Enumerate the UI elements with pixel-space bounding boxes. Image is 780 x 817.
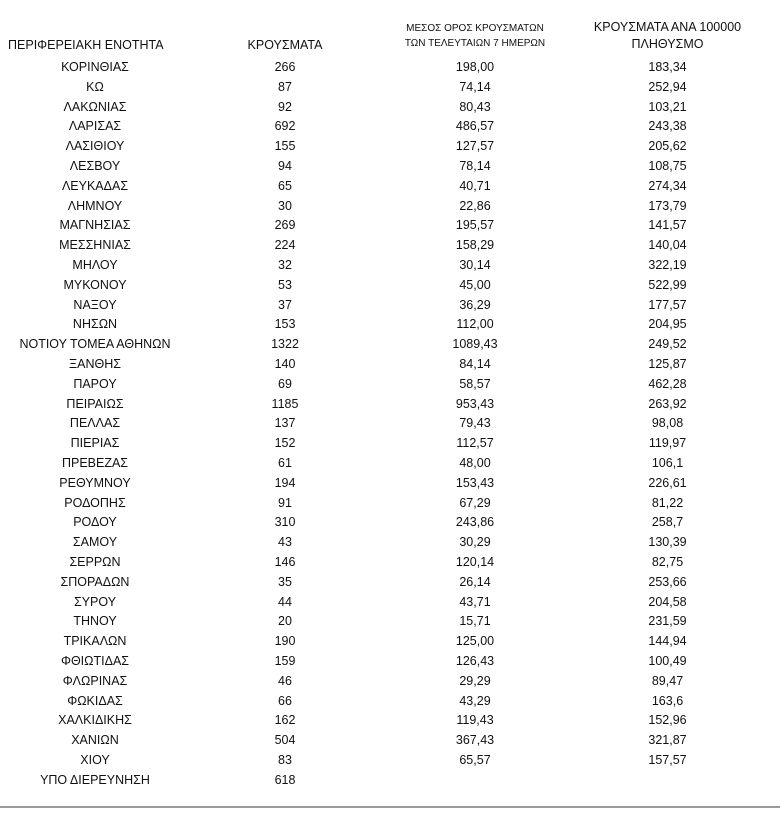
header-per100k-line2: ΠΛΗΘΥΣΜΟ	[631, 37, 704, 51]
cell-avg7: 40,71	[459, 178, 491, 193]
cell-avg7: 119,43	[456, 713, 494, 728]
cell-region: ΡΟΔΟΠΗΣ	[64, 495, 126, 510]
cell-per100k: 204,58	[648, 594, 687, 609]
cell-avg7: 30,14	[459, 257, 491, 272]
cell-cases: 20	[278, 614, 292, 629]
table-row	[0, 177, 780, 197]
cell-region: ΣΠΟΡΑΔΩΝ	[60, 574, 130, 589]
cell-avg7: 45,00	[459, 277, 491, 292]
cell-cases: 65	[278, 178, 292, 193]
cell-region: ΛΕΣΒΟΥ	[69, 158, 121, 173]
cell-avg7: 486,57	[455, 119, 495, 134]
cell-per100k: 89,47	[651, 673, 684, 688]
cell-per100k: 82,75	[651, 554, 684, 569]
cell-avg7: 1089,43	[452, 337, 498, 352]
table-row	[0, 612, 780, 632]
table-header	[0, 0, 780, 58]
cell-avg7: 74,14	[459, 79, 491, 94]
cell-region: ΛΗΜΝΟΥ	[67, 198, 123, 213]
cell-avg7: 29,29	[459, 673, 491, 688]
table-row	[0, 256, 780, 276]
cell-region: ΛΑΡΙΣΑΣ	[68, 119, 122, 134]
cell-avg7: 125,00	[455, 634, 495, 649]
cell-avg7: 15,71	[459, 614, 491, 629]
cell-per100k: 274,34	[648, 178, 687, 193]
cell-cases: 152	[274, 436, 296, 451]
cell-region: ΜΗΛΟΥ	[72, 257, 118, 272]
cell-avg7: 112,00	[456, 317, 494, 332]
cell-avg7: 120,14	[455, 554, 495, 569]
table-row	[0, 78, 780, 98]
table-row	[0, 375, 780, 395]
cell-per100k: 226,61	[648, 475, 687, 490]
cell-per100k: 252,94	[648, 79, 687, 94]
cell-per100k: 253,66	[648, 574, 687, 589]
cell-region: ΦΩΚΙΔΑΣ	[67, 693, 123, 708]
cell-cases: 83	[278, 752, 292, 767]
table-row	[0, 98, 780, 118]
cell-per100k: 258,7	[651, 515, 684, 530]
header-region: ΠΕΡΙΦΕΡΕΙΑΚΗ ΕΝΟΤΗΤΑ	[8, 38, 164, 52]
table-row	[0, 672, 780, 692]
cell-region: ΛΑΣΙΘΙΟΥ	[65, 139, 125, 154]
table-row	[0, 751, 780, 771]
cell-avg7: 78,14	[459, 158, 491, 173]
cell-cases: 87	[278, 79, 292, 94]
header-per100k	[565, 19, 770, 53]
cell-region: ΞΑΝΘΗΣ	[69, 356, 121, 371]
cell-per100k: 140,04	[648, 238, 687, 253]
cell-per100k: 98,08	[651, 416, 684, 431]
cell-avg7: 26,14	[459, 574, 491, 589]
cell-avg7: 198,00	[455, 60, 495, 74]
header-cases: ΚΡΟΥΣΜΑΤΑ	[247, 38, 323, 52]
table-row	[0, 474, 780, 494]
table-row	[0, 315, 780, 335]
table-row	[0, 395, 780, 415]
table-row	[0, 494, 780, 514]
table-row	[0, 276, 780, 296]
cell-cases: 692	[274, 119, 296, 134]
header-avg7-line2: ΤΩΝ ΤΕΛΕΥΤΑΙΩΝ 7 ΗΜΕΡΩΝ	[404, 38, 546, 49]
cell-cases: 194	[274, 475, 296, 490]
cell-avg7: 158,29	[455, 238, 495, 253]
table-row	[0, 692, 780, 712]
cell-per100k: 243,38	[648, 119, 687, 134]
cell-cases: 269	[274, 218, 296, 233]
cell-per100k: 157,57	[648, 752, 687, 767]
cell-region: ΦΘΙΩΤΙΔΑΣ	[60, 653, 130, 668]
cell-region: ΛΕΥΚΑΔΑΣ	[61, 178, 129, 193]
cell-per100k: 81,22	[651, 495, 684, 510]
cell-region: ΣΥΡΟΥ	[73, 594, 117, 609]
cell-avg7: 43,29	[459, 693, 491, 708]
cell-per100k: 163,6	[651, 693, 684, 708]
table-row	[0, 711, 780, 731]
cell-region: ΧΑΝΙΩΝ	[71, 733, 119, 748]
cell-cases: 32	[278, 257, 292, 272]
cell-cases: 162	[274, 713, 296, 728]
cell-avg7: 243,86	[455, 515, 495, 530]
cell-region: ΜΑΓΝΗΣΙΑΣ	[59, 218, 131, 233]
cell-region: ΠΕΙΡΑΙΩΣ	[66, 396, 124, 411]
cell-region: ΠΡΕΒΕΖΑΣ	[61, 455, 129, 470]
cell-cases: 53	[278, 277, 292, 292]
cell-per100k: 204,95	[648, 317, 687, 332]
cell-region: ΚΟΡΙΝΘΙΑΣ	[61, 60, 129, 74]
cell-cases: 44	[278, 594, 292, 609]
cell-avg7: 36,29	[459, 297, 491, 312]
cell-cases: 35	[278, 574, 292, 589]
cell-cases: 224	[274, 238, 296, 253]
cell-per100k: 144,94	[648, 634, 687, 649]
table-row	[0, 216, 780, 236]
cell-per100k: 205,62	[648, 139, 687, 154]
cell-cases: 266	[274, 60, 296, 74]
cell-avg7: 367,43	[455, 733, 495, 748]
cell-region: ΧΑΛΚΙΔΙΚΗΣ	[58, 713, 132, 728]
cell-region: ΦΛΩΡΙΝΑΣ	[62, 673, 128, 688]
cell-region: ΜΥΚΟΝΟΥ	[63, 277, 127, 292]
table-row	[0, 58, 780, 78]
table-row	[0, 335, 780, 355]
cell-per100k: 173,79	[648, 198, 687, 213]
cell-avg7: 48,00	[459, 455, 491, 470]
cell-avg7: 80,43	[459, 99, 491, 114]
cell-cases: 61	[278, 455, 292, 470]
cell-avg7: 153,43	[455, 475, 495, 490]
table-row	[0, 573, 780, 593]
cell-per100k: 322,19	[648, 257, 687, 272]
table-row	[0, 454, 780, 474]
cell-cases: 310	[274, 515, 296, 530]
table-row	[0, 553, 780, 573]
cell-avg7: 30,29	[459, 535, 491, 550]
table-row	[0, 593, 780, 613]
table-row	[0, 236, 780, 256]
cell-region: ΚΩ	[86, 79, 104, 94]
cell-cases: 137	[274, 416, 296, 431]
table-row	[0, 117, 780, 137]
table-row	[0, 296, 780, 316]
cell-per100k: 103,21	[648, 99, 687, 114]
cell-cases: 190	[274, 634, 296, 649]
cell-region: ΜΕΣΣΗΝΙΑΣ	[59, 238, 131, 253]
table-row	[0, 731, 780, 751]
table-row	[0, 632, 780, 652]
cell-per100k: 522,99	[648, 277, 687, 292]
cell-per100k: 108,75	[648, 158, 687, 173]
table-row	[0, 652, 780, 672]
table-row	[0, 533, 780, 553]
cell-region: ΛΑΚΩΝΙΑΣ	[63, 99, 127, 114]
cell-region: ΝΑΞΟΥ	[73, 297, 117, 312]
table-row	[0, 513, 780, 533]
cell-avg7: 79,43	[459, 416, 491, 431]
cell-per100k: 119,97	[648, 436, 687, 451]
cell-avg7: 127,57	[455, 139, 495, 154]
cell-cases: 66	[278, 693, 292, 708]
cell-region: ΝΗΣΩΝ	[72, 317, 118, 332]
cell-cases: 153	[274, 317, 296, 332]
cell-region: ΝΟΤΙΟΥ ΤΟΜΕΑ ΑΘΗΝΩΝ	[19, 337, 171, 352]
cell-avg7: 195,57	[455, 218, 495, 233]
cell-cases: 1185	[271, 396, 299, 411]
cell-avg7: 67,29	[459, 495, 491, 510]
cell-region: ΤΡΙΚΑΛΩΝ	[63, 634, 127, 649]
cell-region: ΣΑΜΟΥ	[72, 535, 118, 550]
cell-avg7: 43,71	[459, 594, 491, 609]
table-body	[0, 58, 780, 790]
cell-cases: 46	[278, 673, 292, 688]
header-per100k-line1: ΚΡΟΥΣΜΑΤΑ ΑΝΑ 100000	[593, 20, 742, 34]
cell-cases: 43	[278, 535, 292, 550]
cell-per100k: 106,1	[651, 455, 684, 470]
cell-avg7: 65,57	[459, 752, 491, 767]
cell-region: ΠΑΡΟΥ	[73, 376, 117, 391]
cell-per100k: 125,87	[648, 356, 687, 371]
table-row	[0, 197, 780, 217]
cell-cases: 504	[274, 733, 296, 748]
cell-per100k: 321,87	[648, 733, 687, 748]
cell-region: ΤΗΝΟΥ	[73, 614, 117, 629]
page-bottom-divider	[0, 806, 780, 808]
cell-per100k: 231,59	[648, 614, 687, 629]
cell-avg7: 953,43	[455, 396, 495, 411]
cell-cases: 146	[274, 554, 296, 569]
header-avg7	[375, 21, 575, 51]
table-row	[0, 434, 780, 454]
cell-avg7: 22,86	[459, 198, 491, 213]
cell-per100k: 100,49	[648, 653, 687, 668]
cell-cases: 1322	[271, 337, 299, 352]
cell-per100k: 462,28	[648, 376, 687, 391]
cell-per100k: 141,57	[648, 218, 687, 233]
cell-avg7: 126,43	[455, 653, 495, 668]
cell-per100k: 152,96	[648, 713, 687, 728]
table-row	[0, 355, 780, 375]
cell-region: ΡΟΔΟΥ	[73, 515, 117, 530]
cell-region: ΣΕΡΡΩΝ	[69, 554, 121, 569]
cell-cases: 69	[278, 376, 292, 391]
cell-region: ΠΕΛΛΑΣ	[69, 416, 121, 431]
cell-avg7: 84,14	[459, 356, 491, 371]
cell-per100k: 249,52	[648, 337, 687, 352]
cell-cases: 94	[278, 158, 292, 173]
cell-per100k: 130,39	[648, 535, 687, 550]
cell-cases: 618	[274, 772, 296, 787]
cell-cases: 92	[278, 99, 292, 114]
cell-cases: 91	[278, 495, 292, 510]
table-row	[0, 771, 780, 791]
cell-avg7: 112,57	[456, 436, 494, 451]
cell-per100k: 183,34	[648, 60, 687, 74]
table-row	[0, 157, 780, 177]
table-row	[0, 137, 780, 157]
cell-cases: 30	[278, 198, 292, 213]
cell-region: ΠΙΕΡΙΑΣ	[70, 436, 120, 451]
cell-per100k: 177,57	[648, 297, 687, 312]
cell-cases: 37	[278, 297, 292, 312]
cell-cases: 155	[274, 139, 296, 154]
cell-region: ΥΠΟ ΔΙΕΡΕΥΝΗΣΗ	[40, 772, 150, 787]
cell-avg7: 58,57	[459, 376, 491, 391]
cell-region: ΧΙΟΥ	[80, 752, 110, 767]
cell-region: ΡΕΘΥΜΝΟΥ	[59, 475, 131, 490]
cell-cases: 159	[274, 653, 296, 668]
header-avg7-line1: ΜΕΣΟΣ ΟΡΟΣ ΚΡΟΥΣΜΑΤΩΝ	[406, 23, 544, 34]
cell-cases: 140	[274, 356, 296, 371]
table-row	[0, 414, 780, 434]
cell-per100k: 263,92	[648, 396, 687, 411]
